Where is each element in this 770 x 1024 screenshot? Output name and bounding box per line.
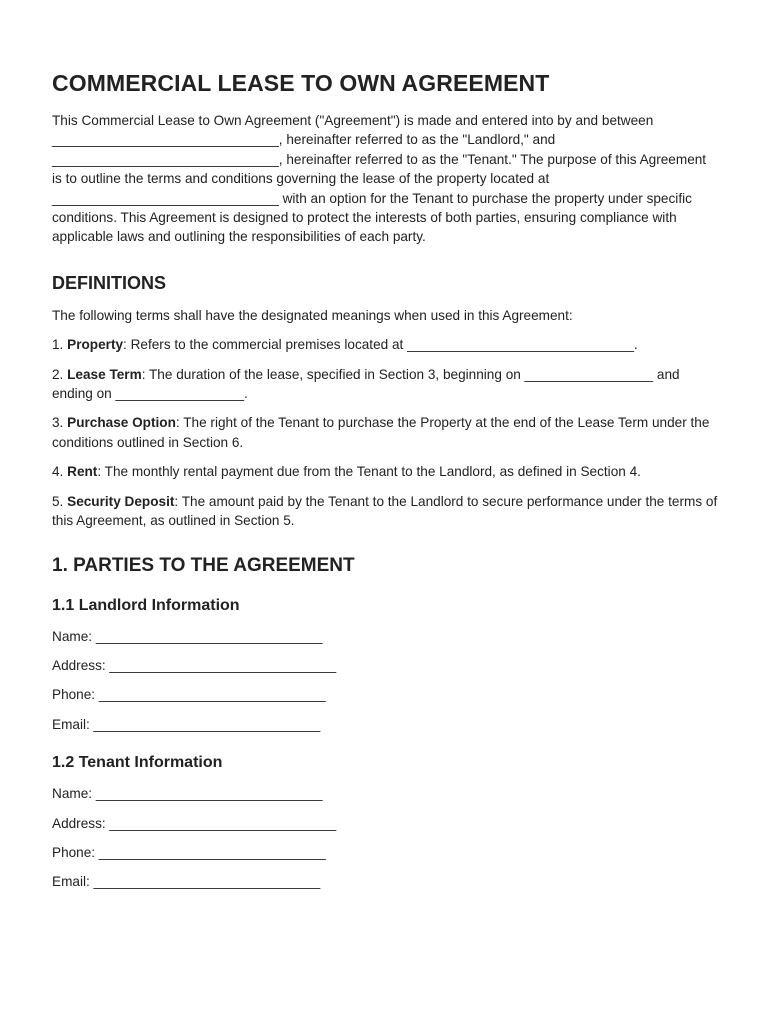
landlord-phone-field: Phone: ______________________________ (52, 687, 326, 703)
definition-number: 5. (52, 493, 68, 509)
landlord-heading: 1.1 Landlord Information (52, 596, 240, 614)
definition-number: 4. (52, 464, 68, 480)
definition-text: : The right of the Tenant to purchase the Property at the end of the Lease Term under the conditions outlined in Section 6. (52, 415, 710, 450)
tenant-name-field: Name: ______________________________ (52, 786, 323, 802)
definition-item (52, 365, 718, 404)
intro-paragraph: This Commercial Lease to Own Agreement ("Agreement") is made and entered into by and between ______________________________, hereinafter referred to as the "Landlord," and ______________________________, hereinafter referred to as the "Tenant." The purpose of this Agreement is to outline the terms and conditions governing the lease of the property located at ______________________________ with an option for the Tenant to purchase the property under specific conditions. This Agreement is designed to protect the interests of both parties, ensuring compliance with applicable laws and outlining the responsibilities of each party. (52, 113, 707, 245)
definition-term: Purchase Option (67, 415, 176, 431)
definition-item (52, 335, 718, 354)
landlord-name-field: Name: ______________________________ (52, 628, 323, 644)
tenant-phone-field: Phone: ______________________________ (52, 844, 326, 860)
definition-number: 2. (52, 366, 68, 382)
definitions-lead: The following terms shall have the designated meanings when used in this Agreement: (52, 307, 573, 323)
landlord-email-field: Email: ______________________________ (52, 716, 321, 732)
definition-number: 1. (52, 337, 68, 353)
tenant-heading: 1.2 Tenant Information (52, 754, 223, 772)
definition-text: : Refers to the commercial premises located at ______________________________. (123, 337, 638, 353)
tenant-email-field: Email: ______________________________ (52, 874, 321, 890)
definition-text: : The monthly rental payment due from the Tenant to the Landlord, as defined in Section 4. (97, 464, 641, 480)
definition-term: Security Deposit (67, 493, 175, 509)
definition-term: Property (67, 337, 124, 353)
tenant-address-field: Address: ______________________________ (52, 815, 337, 831)
definition-text: : The duration of the lease, specified in Section 3, beginning on _________________ and ending on _________________. (52, 366, 680, 402)
parties-heading: 1. PARTIES TO THE AGREEMENT (52, 554, 355, 576)
definition-item (52, 462, 718, 481)
definition-number: 3. (52, 415, 68, 431)
definition-term: Lease Term (67, 366, 142, 382)
definition-item (52, 492, 718, 531)
landlord-address-field: Address: ______________________________ (52, 657, 337, 673)
definition-term: Rent (67, 464, 98, 480)
definition-item (52, 413, 718, 452)
document-title: COMMERCIAL LEASE TO OWN AGREEMENT (52, 70, 550, 96)
definitions-heading: DEFINITIONS (52, 272, 167, 293)
definition-text: : The amount paid by the Tenant to the Landlord to secure performance under the terms of this Agreement, as outlined in Section 5. (52, 493, 718, 529)
